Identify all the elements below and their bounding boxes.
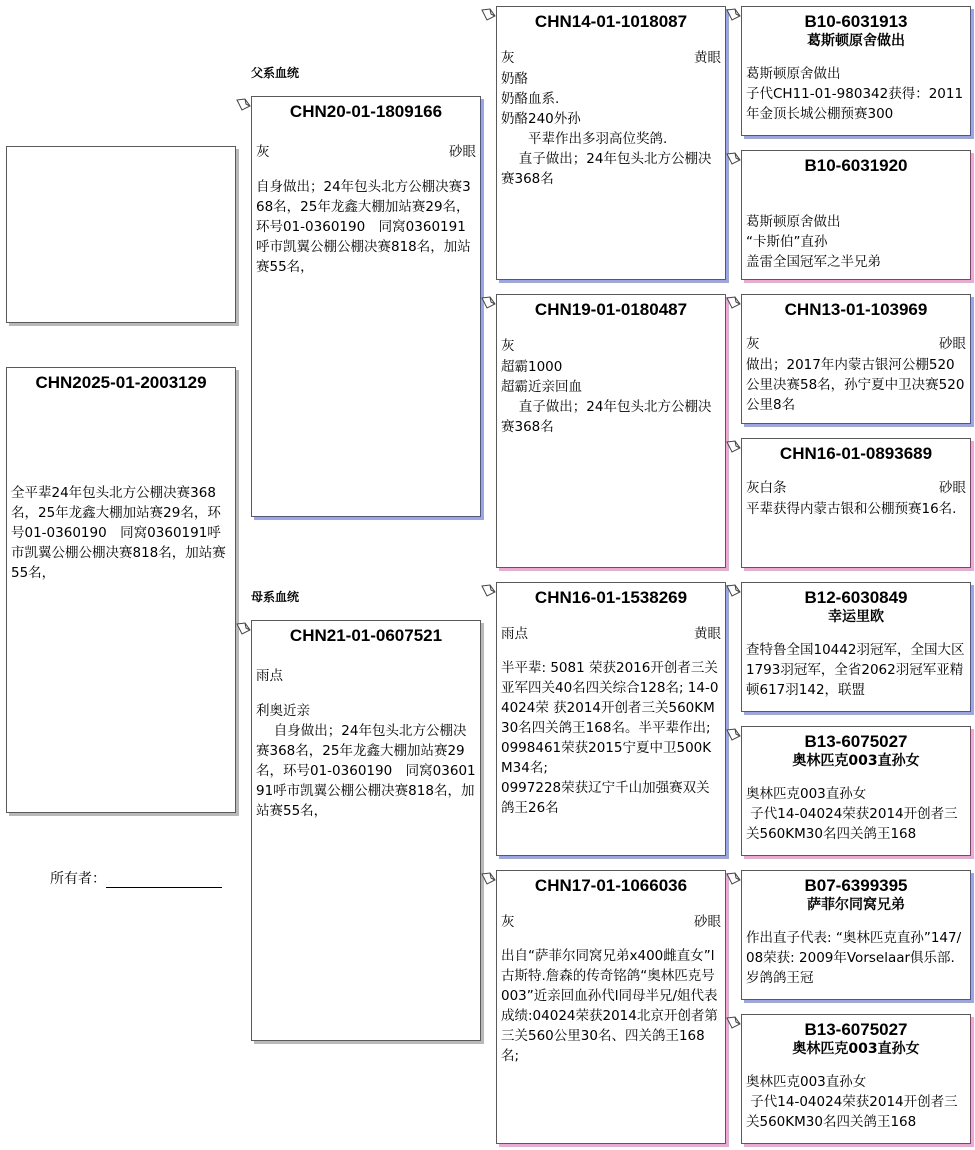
gen3-card-sire-dam — [496, 294, 726, 568]
gen4-card-1 — [741, 6, 971, 136]
gen3-color-eye-row — [497, 912, 725, 933]
edit-flag-icon[interactable] — [726, 8, 741, 21]
gen4-description: 做出；2017年内蒙古银河公棚520公里决赛58名，孙宁夏中卫决赛520公里8名 — [746, 357, 965, 413]
gen3-card-sire-sire — [496, 6, 726, 280]
gen3-color: 灰 — [501, 914, 515, 930]
gen4-name: 萨菲尔同窝兄弟 — [807, 897, 905, 913]
gen4-color-eye-row — [742, 334, 970, 355]
gen3-ring-number: CHN19-01-0180487 — [534, 300, 688, 319]
gen4-description: 查特鲁全国10442羽冠军，全国大区1793羽冠军，全省2062羽冠军亚精顿617羽142，联盟 — [746, 642, 965, 698]
gen4-description: 平辈获得内蒙古银和公棚预赛16名. — [746, 501, 957, 517]
dam-description: 利奥近亲 自身做出；24年包头北方公棚决赛368名，25年龙鑫大棚加站赛29名，环号01-0360190 同窝0360191呼市凯翼公棚公棚决赛818名，加站赛55名， — [256, 703, 476, 819]
gen4-card-5 — [741, 582, 971, 712]
gen4-description: 奥林匹克003直孙女 子代14-04024荣获2014开创者三关560KM30名四关鸽王168 — [746, 1074, 958, 1130]
gen4-eye: 砂眼 — [939, 336, 966, 352]
gen4-description: 葛斯顿原舍做出 子代CH11-01-980342获得：2011年金顶长城公棚预赛300 — [746, 66, 964, 122]
edit-flag-icon[interactable] — [726, 584, 741, 597]
sire-color: 灰 — [256, 144, 270, 160]
gen3-card-dam-sire — [496, 582, 726, 856]
gen4-color: 灰白条 — [746, 480, 787, 496]
gen3-card-dam-dam — [496, 870, 726, 1144]
sire-eye: 砂眼 — [449, 144, 476, 160]
gen4-card-2 — [741, 150, 971, 280]
edit-flag-icon[interactable] — [726, 1016, 741, 1029]
gen4-name: 奥林匹克003直孙女 — [792, 1041, 920, 1057]
edit-flag-icon[interactable] — [236, 622, 251, 635]
gen4-description: 葛斯顿原舍做出 “卡斯伯”直孙 盖雷全国冠军之半兄弟 — [746, 214, 881, 270]
gen4-description: 作出直子代表: “奥林匹克直孙”147/08荣获: 2009年Vorselaar俱乐部. 岁鸽鸽王冠 — [746, 930, 962, 986]
gen4-color-eye-row — [742, 478, 970, 499]
gen3-description: 超霸1000 超霸近亲回血 直子做出；24年包头北方公棚决赛368名 — [501, 359, 712, 435]
gen3-eye: 砂眼 — [694, 914, 721, 930]
gen3-ring-number: CHN14-01-1018087 — [534, 12, 688, 31]
gen4-ring-number: B07-6399395 — [804, 876, 908, 895]
gen4-card-6 — [741, 726, 971, 856]
gen4-ring-number: CHN13-01-103969 — [784, 300, 928, 319]
edit-flag-icon[interactable] — [481, 584, 496, 597]
sire-ring-number: CHN20-01-1809166 — [289, 102, 443, 121]
subject-ring-number: CHN2025-01-2003129 — [35, 373, 207, 392]
owner-field — [50, 868, 222, 888]
subject-description: 全平辈24年包头北方公棚决赛368名，25年龙鑫大棚加站赛29名，环号01-0360190 同窝0360191呼市凯翼公棚公棚决赛818名，加站赛55名， — [11, 485, 226, 581]
edit-flag-icon[interactable] — [726, 872, 741, 885]
gen4-card-4 — [741, 438, 971, 568]
edit-flag-icon[interactable] — [726, 152, 741, 165]
gen4-description: 奥林匹克003直孙女 子代14-04024荣获2014开创者三关560KM30名四关鸽王168 — [746, 786, 958, 842]
sire-description: 自身做出；24年包头北方公棚决赛368名，25年龙鑫大棚加站赛29名，环号01-0360190 同窝0360191呼市凯翼公棚公棚决赛818名，加站赛55名， — [256, 179, 471, 275]
gen4-ring-number: B13-6075027 — [804, 1020, 908, 1039]
gen3-description: 出自“萨菲尔同窝兄弟x400雌直女”l古斯特.詹森的传奇铭鸽“奥林匹克号003”近亲回血孙代l同母半兄/姐代表成绩:04024荣获2014北京开创者第三关560公里30名、四关鸽王168名; — [501, 948, 718, 1064]
edit-flag-icon[interactable] — [481, 8, 496, 21]
gen4-ring-number: B13-6075027 — [804, 732, 908, 751]
gen3-color-eye-row — [497, 624, 725, 645]
gen3-ring-number: CHN16-01-1538269 — [534, 588, 688, 607]
gen3-color-eye-row — [497, 336, 725, 357]
gen3-color: 灰 — [501, 338, 515, 354]
sire-card — [251, 96, 481, 517]
dam-section-label: 母系血统 — [251, 590, 300, 604]
subject-card — [6, 367, 236, 813]
gen3-description: 奶酪 奶酪血系. 奶酪240外孙 平辈作出多羽高位奖鸽. 直子做出；24年包头北方公棚决赛368名 — [501, 71, 712, 187]
photo-box — [6, 146, 236, 323]
gen4-card-7 — [741, 870, 971, 1000]
sire-color-eye-row — [252, 142, 480, 163]
gen3-color: 灰 — [501, 50, 515, 66]
gen3-ring-number: CHN17-01-1066036 — [534, 876, 688, 895]
gen4-ring-number: CHN16-01-0893689 — [779, 444, 933, 463]
gen4-card-3 — [741, 294, 971, 424]
gen4-name: 奥林匹克003直孙女 — [792, 753, 920, 769]
gen4-ring-number: B10-6031913 — [804, 12, 908, 31]
gen3-eye: 黄眼 — [694, 50, 721, 66]
dam-color: 雨点 — [256, 668, 283, 684]
edit-flag-icon[interactable] — [726, 296, 741, 309]
gen4-card-8 — [741, 1014, 971, 1144]
gen4-ring-number: B10-6031920 — [804, 156, 908, 175]
gen3-color-eye-row — [497, 48, 725, 69]
owner-label: 所有者： — [50, 871, 106, 887]
dam-card — [251, 620, 481, 1041]
edit-flag-icon[interactable] — [726, 440, 741, 453]
gen4-name: 幸运里欧 — [828, 609, 884, 625]
gen4-eye: 砂眼 — [939, 480, 966, 496]
edit-flag-icon[interactable] — [481, 296, 496, 309]
dam-color-row — [252, 666, 480, 687]
edit-flag-icon[interactable] — [726, 728, 741, 741]
sire-section-label: 父系血统 — [251, 66, 300, 80]
gen4-color: 灰 — [746, 336, 760, 352]
gen4-name: 葛斯顿原舍做出 — [807, 33, 905, 49]
edit-flag-icon[interactable] — [236, 98, 251, 111]
gen3-description: 半平辈: 5081 荣获2016开创者三关亚军四关40名四关综合128名; 14-04024荣 获2014开创者三关560KM30名四关鸽王168名。半平辈作出; 0998461荣获2015宁夏中卫500KM34名; 0997228荣获辽宁千山加强赛双关鸽王26名 — [501, 660, 719, 816]
gen3-color: 雨点 — [501, 626, 528, 642]
edit-flag-icon[interactable] — [481, 872, 496, 885]
gen4-ring-number: B12-6030849 — [804, 588, 908, 607]
dam-ring-number: CHN21-01-0607521 — [289, 626, 443, 645]
owner-blank-line[interactable] — [106, 873, 222, 888]
gen3-eye: 黄眼 — [694, 626, 721, 642]
